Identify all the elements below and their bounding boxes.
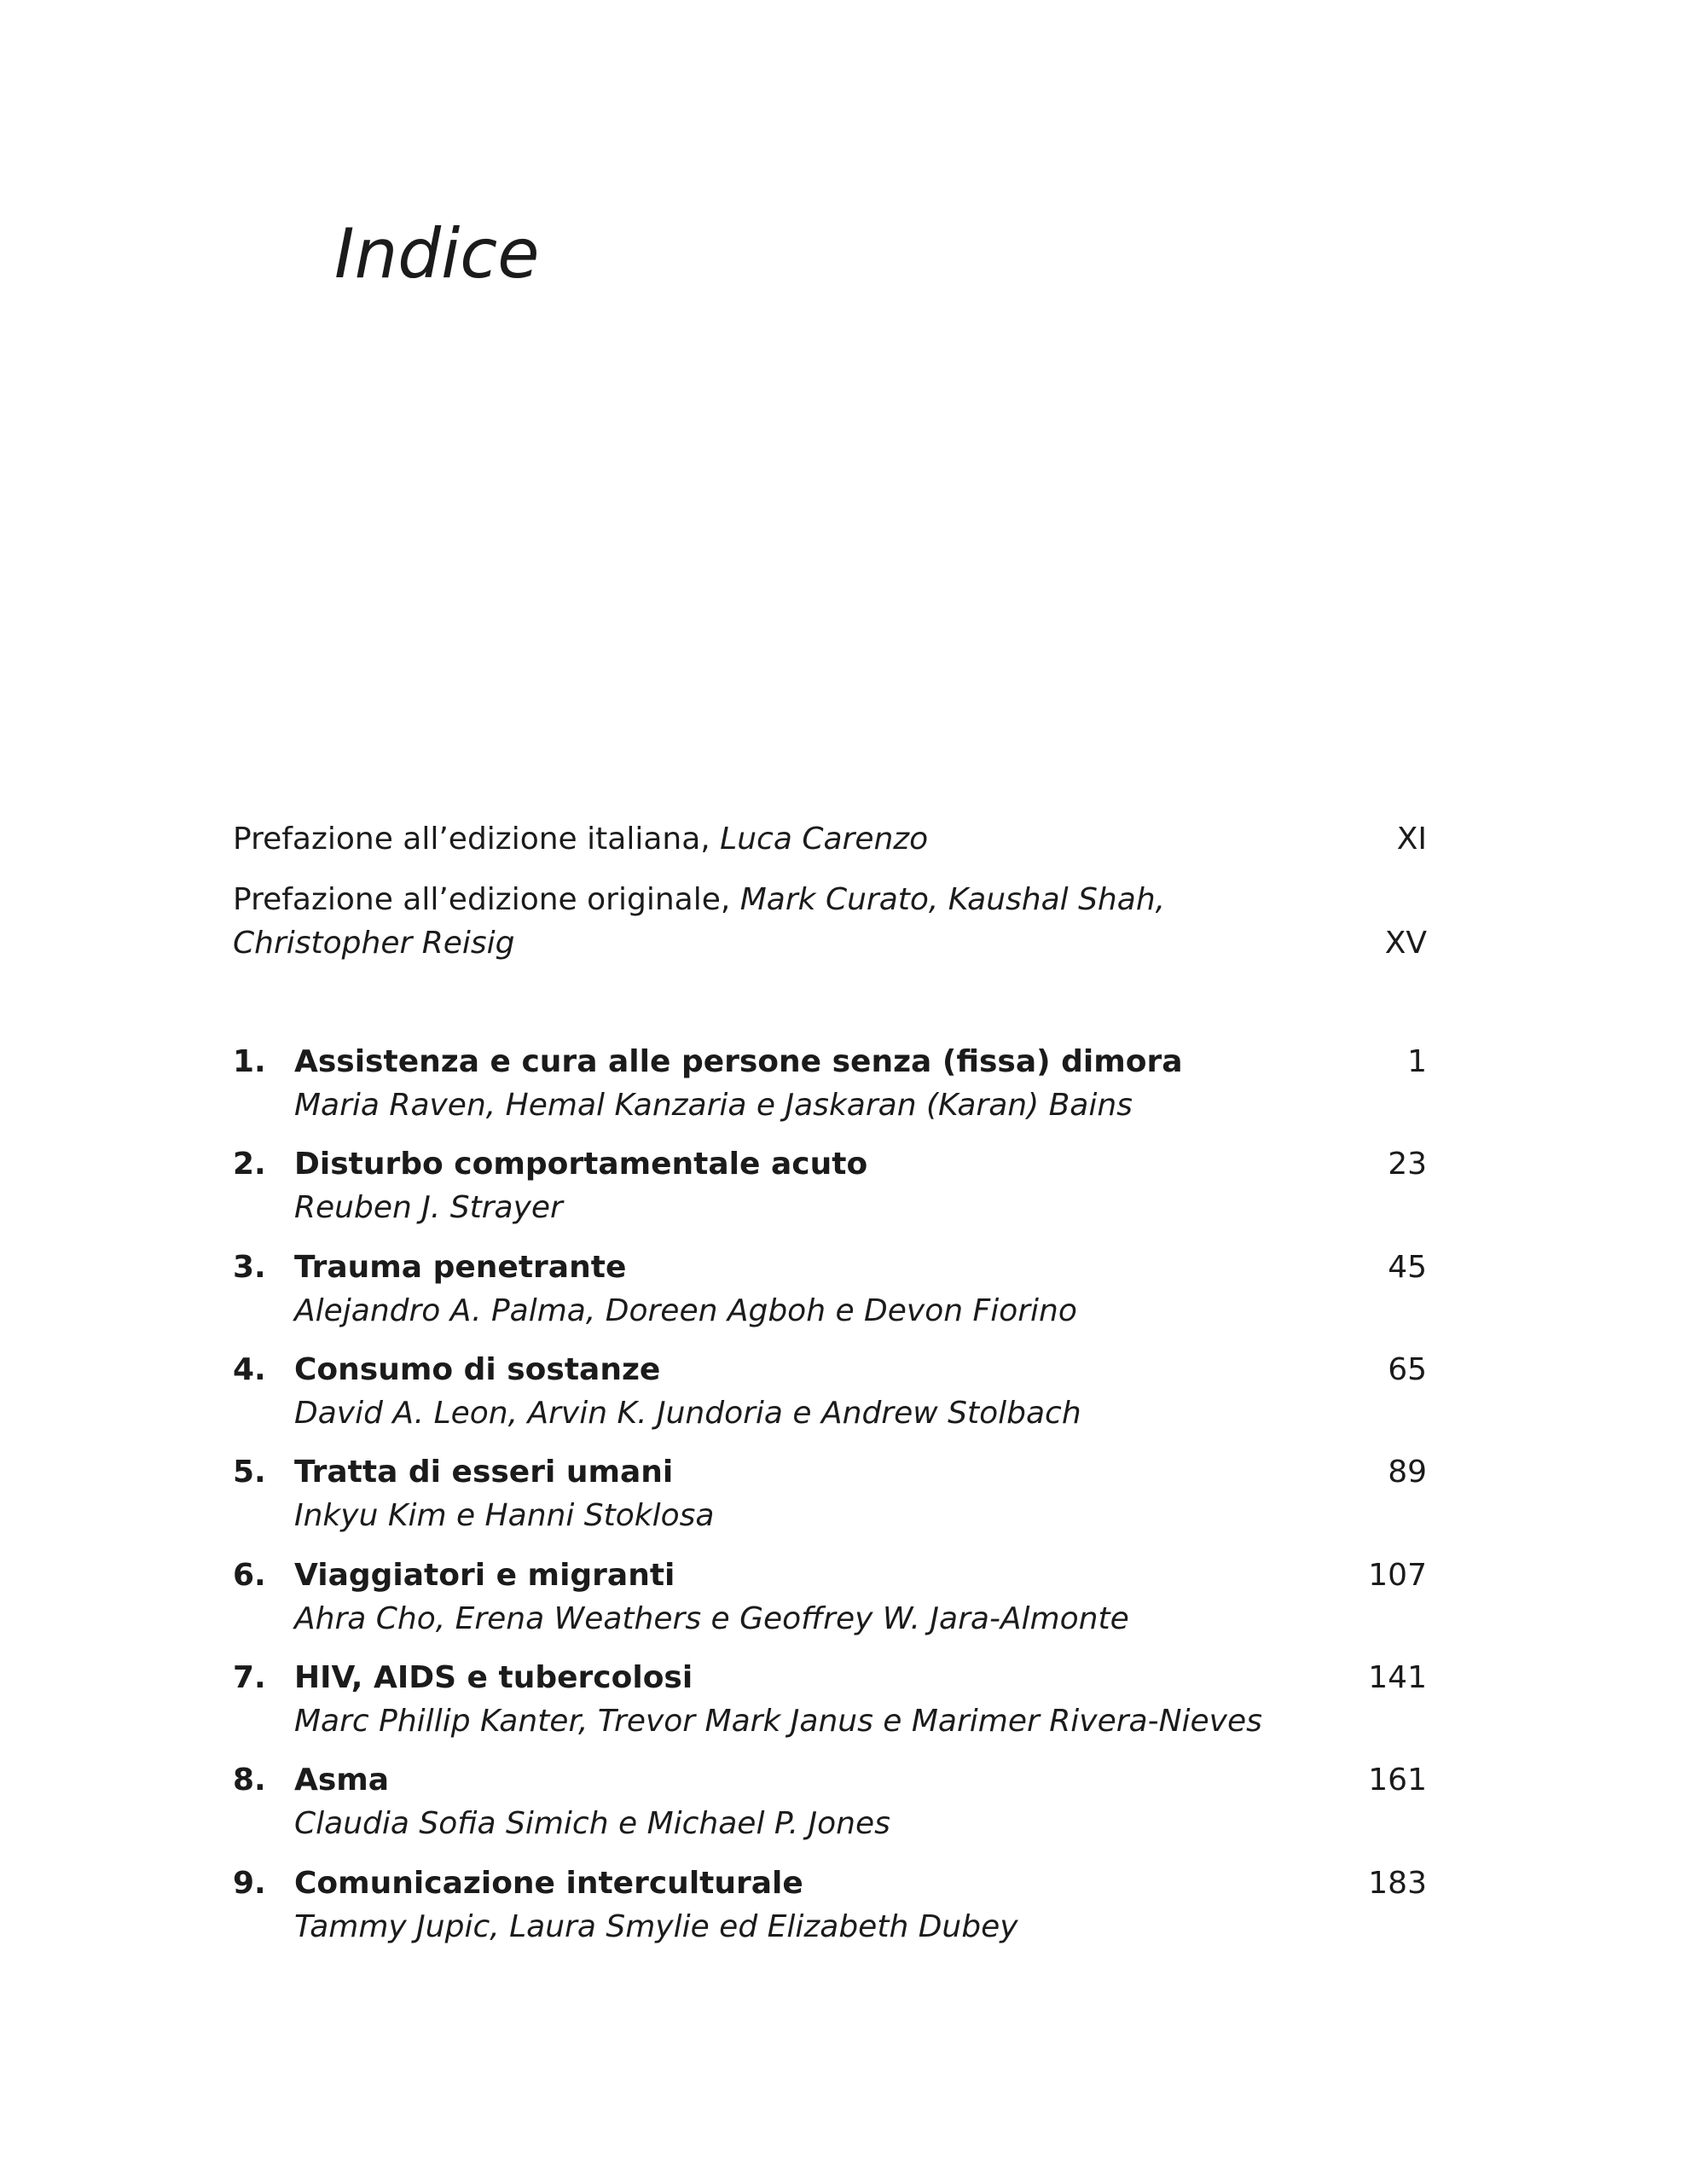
chapter-authors-line	[233, 1186, 1427, 1229]
chapter-entry	[233, 1862, 1427, 1949]
chapter-number: 8.	[233, 1763, 266, 1798]
chapter-authors: Claudia Sofia Simich e Michael P. Jones	[294, 1806, 890, 1841]
preface-authors: Mark Curato, Kaushal Shah,	[739, 882, 1166, 917]
chapter-authors: Alejandro A. Palma, Doreen Agboh e Devon Fiorino	[294, 1293, 1077, 1328]
chapter-entry	[233, 1142, 1427, 1229]
preface-label: Prefazione all’edizione originale,	[233, 882, 740, 917]
chapter-entry	[233, 1040, 1427, 1127]
chapter-title: Assistenza e cura alle persone senza (fissa) dimora	[294, 1044, 1183, 1079]
chapter-authors-line	[233, 1802, 1427, 1845]
chapter-authors-line	[233, 1083, 1427, 1127]
page-number: 141	[1368, 1660, 1427, 1695]
chapter-title-line	[233, 1656, 1427, 1699]
chapter-authors: Marc Phillip Kanter, Trevor Mark Janus e Marimer Rivera-Nieves	[294, 1704, 1262, 1739]
chapter-authors-line	[233, 1597, 1427, 1641]
page-number: 183	[1368, 1866, 1427, 1901]
chapter-title: Tratta di esseri umani	[294, 1455, 674, 1490]
chapter-title-line	[233, 1246, 1427, 1289]
preface-line	[233, 921, 1427, 965]
page-number: 23	[1388, 1147, 1427, 1182]
preface-line	[233, 817, 1427, 861]
page-number: 65	[1388, 1352, 1427, 1387]
chapter-entry	[233, 1554, 1427, 1641]
chapter-title: Asma	[294, 1763, 390, 1798]
chapter-authors: David A. Leon, Arvin K. Jundoria e Andrew Stolbach	[294, 1396, 1081, 1431]
chapter-title: Consumo di sostanze	[294, 1352, 661, 1387]
chapter-entry	[233, 1656, 1427, 1743]
page-number: 161	[1368, 1763, 1427, 1798]
page-number: 45	[1388, 1250, 1427, 1285]
chapter-title-line	[233, 1758, 1427, 1802]
chapter-authors: Maria Raven, Hemal Kanzaria e Jaskaran (Karan) Bains	[294, 1088, 1133, 1123]
chapter-title: HIV, AIDS e tubercolosi	[294, 1660, 693, 1695]
preface-entry	[233, 878, 1427, 965]
chapter-number: 9.	[233, 1866, 266, 1901]
chapter-title: Viaggiatori e migranti	[294, 1558, 675, 1593]
chapter-title: Trauma penetrante	[294, 1250, 627, 1285]
chapter-entry	[233, 1758, 1427, 1845]
preface-authors-continued: Christopher Reisig	[233, 926, 515, 961]
chapter-entry	[233, 1246, 1427, 1333]
chapter-title-line	[233, 1040, 1427, 1083]
chapter-title-line	[233, 1862, 1427, 1905]
page-number: 107	[1368, 1558, 1427, 1593]
chapter-title: Disturbo comportamentale acuto	[294, 1147, 868, 1182]
page-title: Indice	[334, 214, 540, 293]
chapter-authors: Inkyu Kim e Hanni Stoklosa	[294, 1498, 715, 1533]
chapter-authors: Reuben J. Strayer	[294, 1190, 563, 1225]
chapter-number: 7.	[233, 1660, 266, 1695]
chapter-authors-line	[233, 1494, 1427, 1537]
chapter-title-line	[233, 1450, 1427, 1494]
chapter-entry	[233, 1348, 1427, 1435]
chapter-authors-line	[233, 1699, 1427, 1743]
preface-label: Prefazione all’edizione italiana,	[233, 822, 721, 857]
page-number: 89	[1388, 1455, 1427, 1490]
preface-line	[233, 878, 1427, 921]
chapter-entry	[233, 1450, 1427, 1537]
page-number: XV	[1384, 926, 1427, 961]
chapter-number: 1.	[233, 1044, 266, 1079]
chapter-authors: Tammy Jupic, Laura Smylie ed Elizabeth Dubey	[294, 1909, 1018, 1944]
chapter-number: 5.	[233, 1455, 266, 1490]
chapter-title-line	[233, 1348, 1427, 1391]
chapter-authors-line	[233, 1391, 1427, 1435]
chapter-title-line	[233, 1554, 1427, 1597]
chapter-authors-line	[233, 1289, 1427, 1333]
chapter-title: Comunicazione interculturale	[294, 1866, 803, 1901]
chapter-number: 6.	[233, 1558, 266, 1593]
chapter-number: 2.	[233, 1147, 266, 1182]
preface-entry	[233, 817, 1427, 861]
chapter-number: 4.	[233, 1352, 266, 1387]
page-number: 1	[1407, 1044, 1427, 1079]
chapter-title-line	[233, 1142, 1427, 1186]
preface-authors: Luca Carenzo	[720, 822, 929, 857]
chapter-number: 3.	[233, 1250, 266, 1285]
chapter-authors-line	[233, 1905, 1427, 1949]
page-number: XI	[1396, 822, 1427, 857]
chapter-authors: Ahra Cho, Erena Weathers e Geoffrey W. Jara-Almonte	[294, 1601, 1129, 1636]
